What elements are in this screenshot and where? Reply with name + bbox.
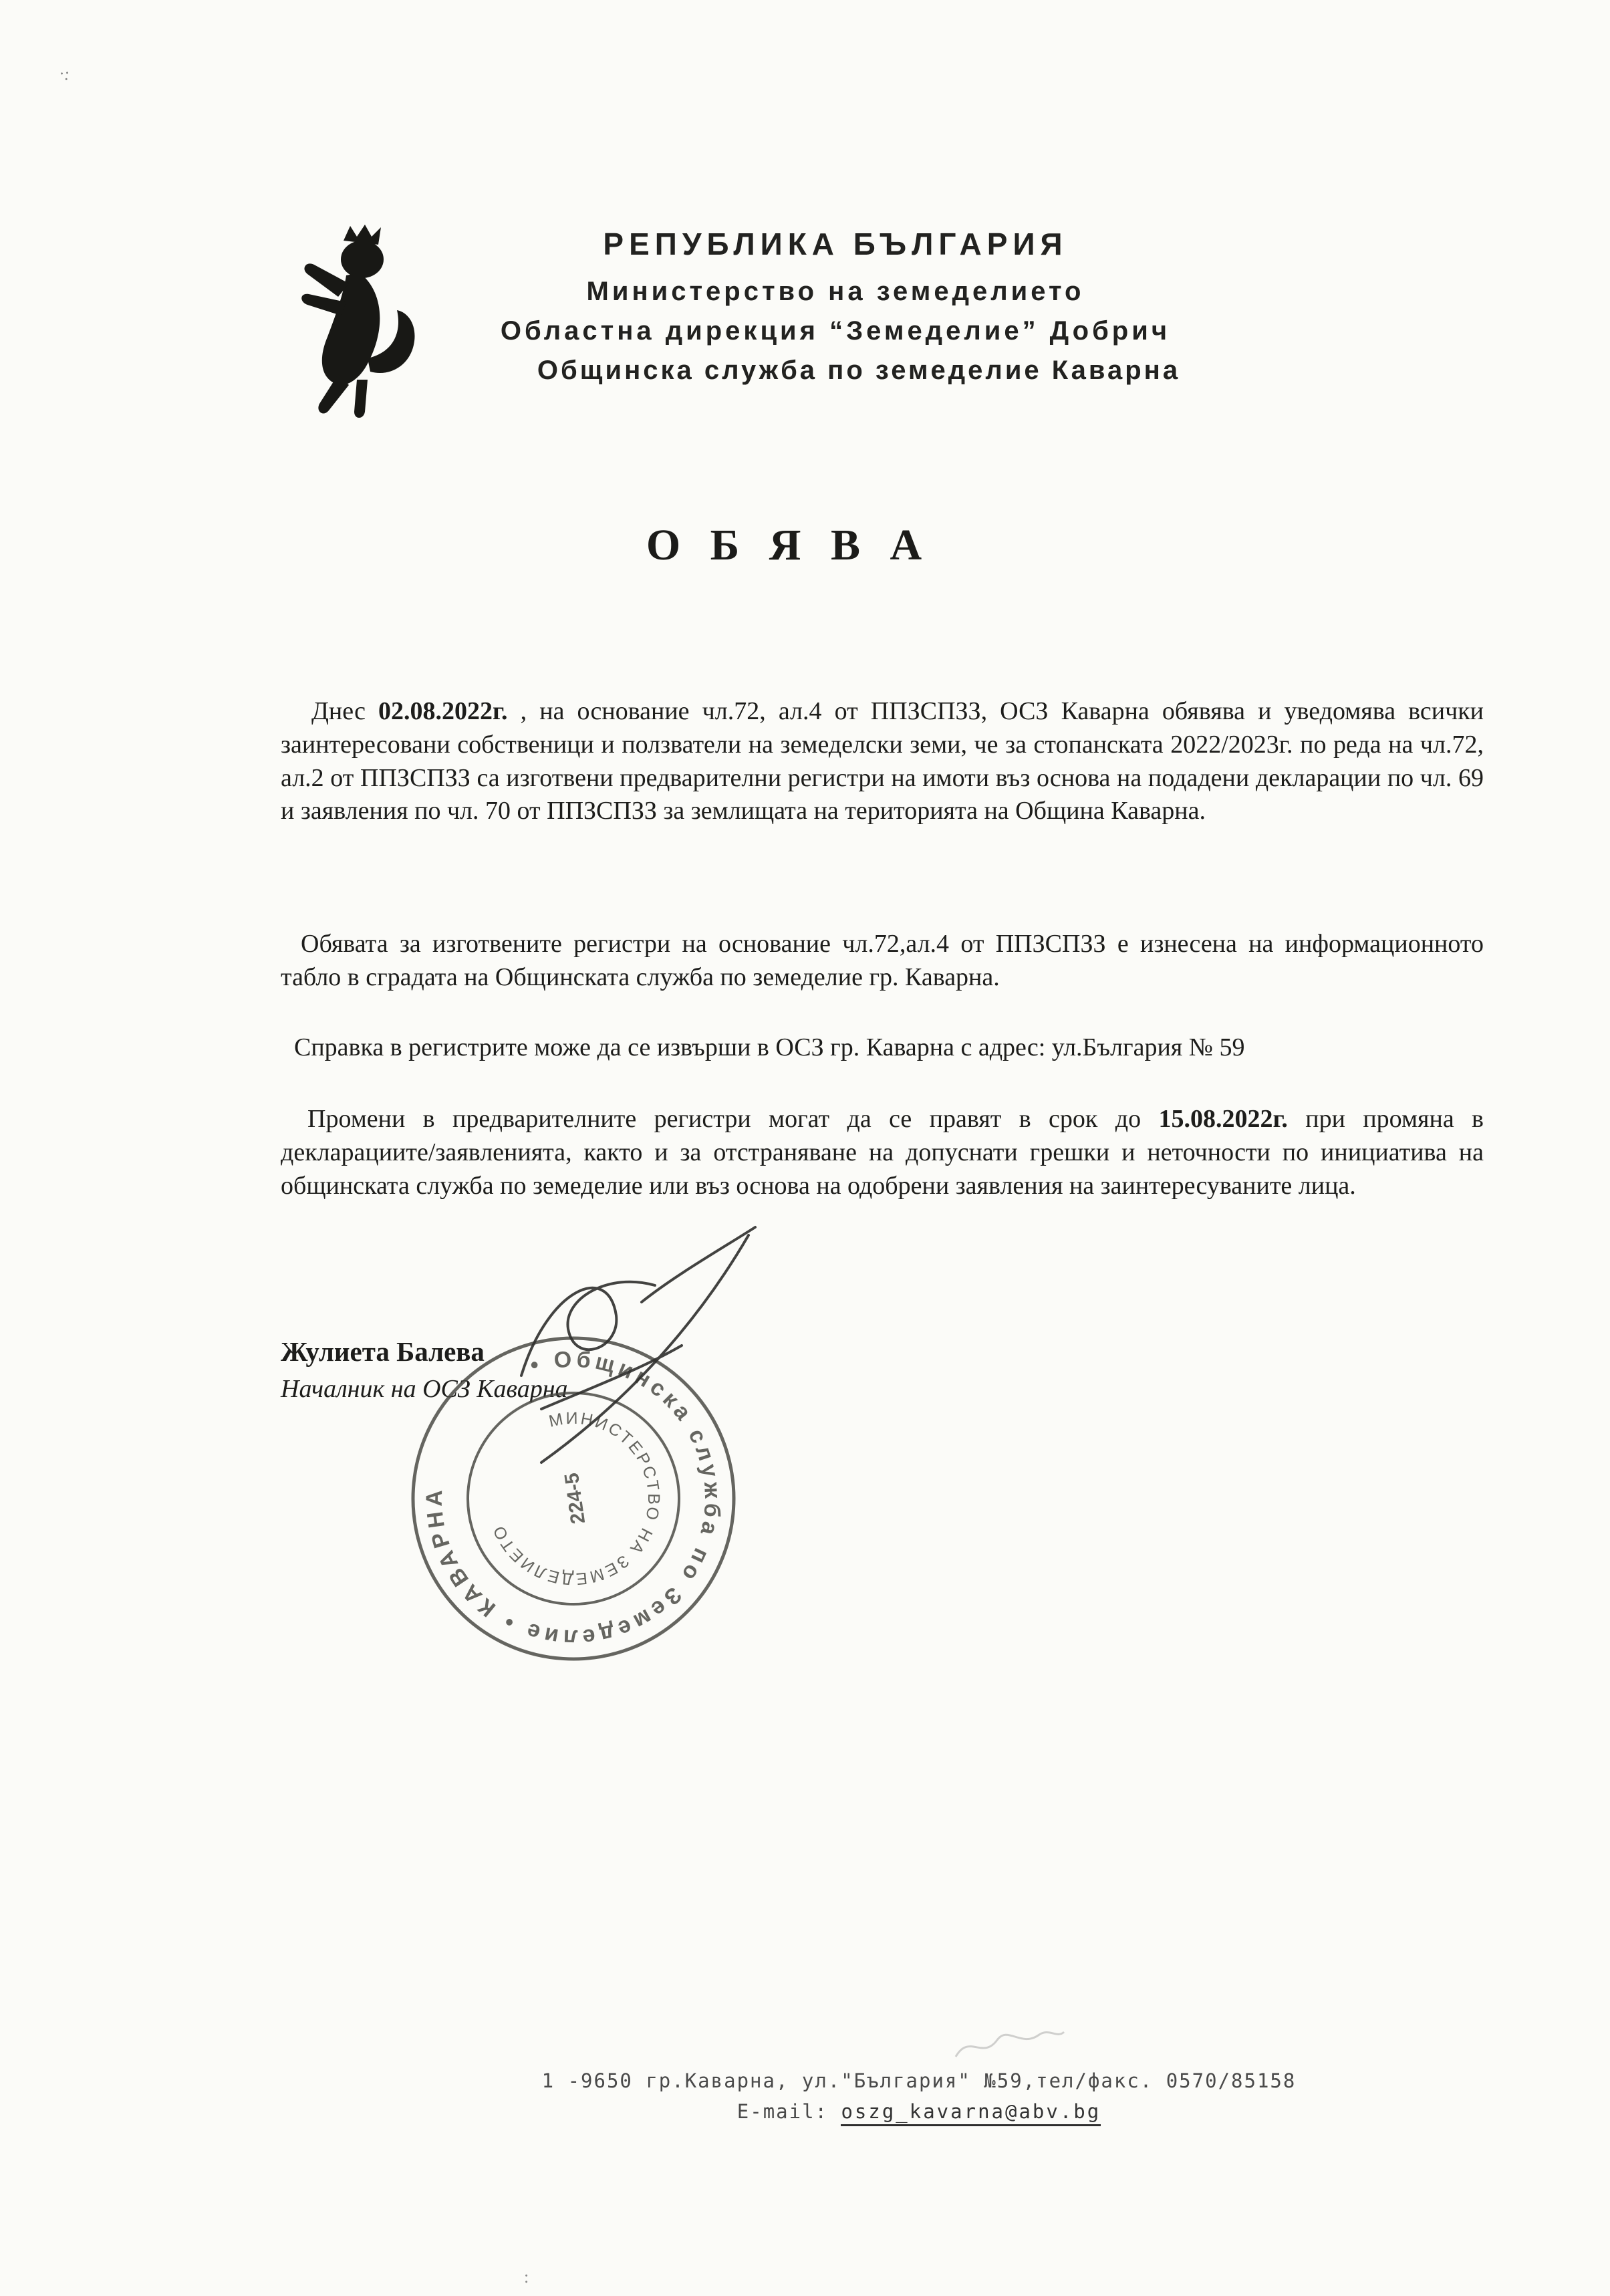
footer xyxy=(401,2069,1437,2123)
footer-address: 1 -9650 гр.Каварна, ул."България" №59,тел/факс. 0570/85158 xyxy=(541,2069,1297,2092)
letterhead-directorate: Областна дирекция “Земеделие” Добрич xyxy=(500,316,1171,346)
stamp-ring-text: • Общинска служба по Земеделие • КАВАРНА xyxy=(421,1346,726,1651)
letterhead-office: Общинска служба по земеделие Каварна xyxy=(537,356,1181,385)
handwritten-signature xyxy=(441,1208,815,1496)
p1-post: , на основание чл.72, ал.4 от ППЗСПЗЗ, ОСЗ Каварна обявява и уведомява всички заинтересовани собственици и ползватели на земеделски земи, че за стопанската 2022/2023г. по реда на чл.72, ал.2 от ППЗСПЗЗ са изготвени предварителни регистри на имоти въз основа на подадени декларации по чл. 69 и заявления по чл. 70 от ППЗСПЗЗ за землищата на територията на Община Каварна. xyxy=(281,697,1484,825)
letterhead xyxy=(287,226,1383,386)
signatory-name: Жулиета Балева xyxy=(281,1336,485,1367)
paragraph-announcement xyxy=(281,695,1484,828)
document-title: О Б Я В А xyxy=(646,521,932,569)
paragraph-inquiry-address: Справка в регистрите може да се извърши в ОСЗ гр. Каварна с адрес: ул.България № 59 xyxy=(294,1033,1245,1061)
scan-smudge xyxy=(949,2020,1069,2073)
footer-email: oszg_kavarna@abv.bg xyxy=(841,2100,1101,2126)
paragraph-register-notice: Обявата за изготвените регистри на основание чл.72,ал.4 от ППЗСПЗЗ е изнесена на информационното табло в сградата на Общинската служба по земеделие гр. Каварна. xyxy=(281,930,1484,991)
signatory-title: Началник на ОСЗ Каварна xyxy=(281,1375,568,1403)
stamp-inner-text: МИНИСТЕРСТВО НА ЗЕМЕДЕЛИЕТО xyxy=(489,1408,664,1589)
scan-artifact: ·: xyxy=(57,63,71,84)
p4-date: 15.08.2022г. xyxy=(1158,1105,1288,1133)
p1-pre: Днес xyxy=(311,697,379,725)
scan-artifact: : xyxy=(524,2267,529,2287)
letterhead-country: РЕПУБЛИКА БЪЛГАРИЯ xyxy=(603,227,1068,261)
footer-email-line xyxy=(401,2100,1437,2123)
paragraph-deadline xyxy=(281,1103,1484,1202)
p4-pre: Промени в предварителните регистри могат да се правят в срок до xyxy=(307,1105,1159,1133)
letterhead-ministry: Министерство на земеделието xyxy=(586,277,1085,306)
footer-email-label: E-mail: xyxy=(736,2100,828,2123)
p4-post: при промяна в декларациите/заявленията, както и за отстраняване на допуснати грешки и неточности по инициатива на общинската служба по земеделие или въз основа на одобрени заявления на заинтересуваните лица. xyxy=(281,1105,1484,1200)
stamp-number: 224-5 xyxy=(560,1471,590,1525)
p1-date: 02.08.2022г. xyxy=(378,697,508,725)
